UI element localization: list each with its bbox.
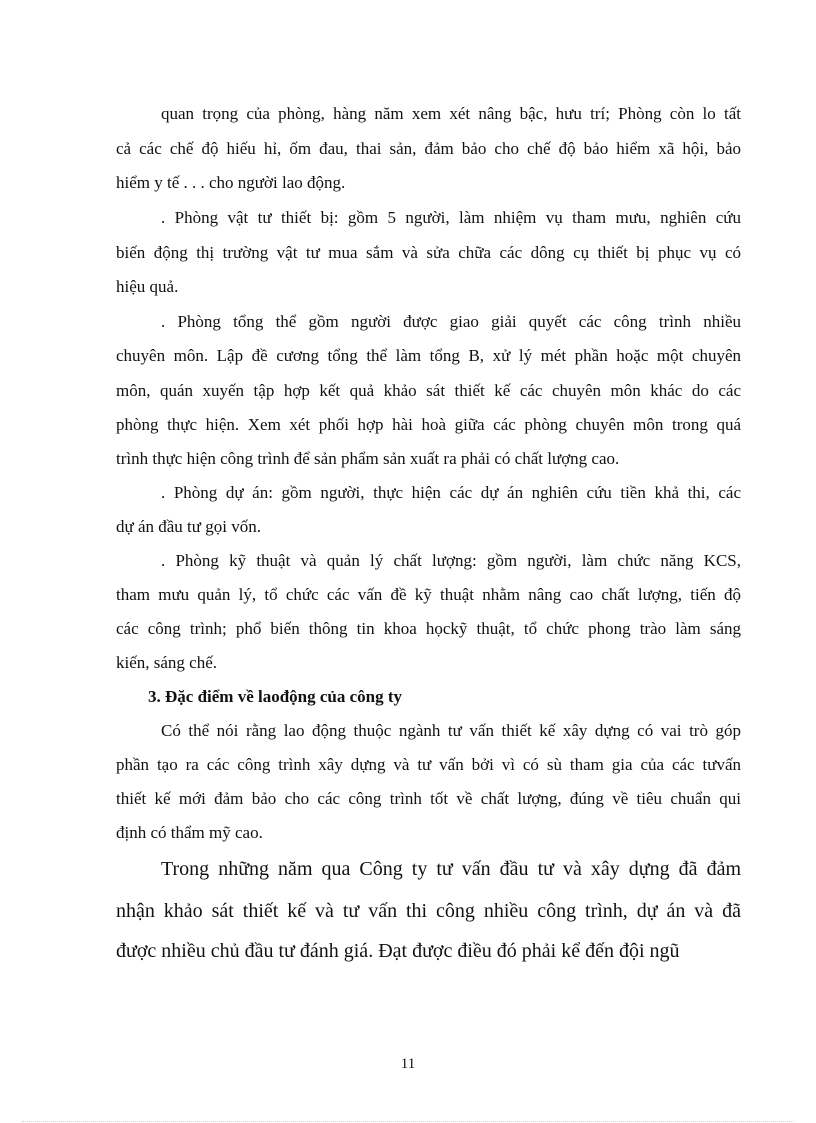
page-number: 11 — [400, 1056, 416, 1072]
text-line: dự án đầu tư gọi vốn. — [116, 517, 261, 536]
text-line: hiểm y tế . . . cho người lao động. — [116, 173, 346, 192]
text-line: . Phòng vật tư thiết bị: gồm 5 người, làm nhiệm vụ tham mưu, nghiên cứu — [161, 208, 741, 227]
text-line: môn, quán xuyến tập hợp kết quả khảo sát thiết kế các chuyên môn khác do các — [116, 381, 741, 400]
text-line: thiết kế mới đảm bảo cho các công trình tốt về chất lượng, đúng về tiêu chuẩn qui — [116, 789, 741, 808]
text-line: định có thẩm mỹ cao. — [116, 823, 263, 842]
text-line: nhận khảo sát thiết kế và tư vấn thi công nhiều công trình, dự án và đã — [116, 900, 741, 922]
text-line: chuyên môn. Lập đề cương tổng thể làm tổng B, xử lý mét phần hoặc một chuyên — [116, 346, 741, 365]
text-line: kiến, sáng chế. — [116, 653, 218, 672]
text-line: trình thực hiện công trình để sản phẩm sản xuất ra phải có chất lượng cao. — [116, 449, 620, 468]
section-heading: 3. Đặc điểm về laođộng của công ty — [148, 687, 403, 706]
text-line: Có thể nói rằng lao động thuộc ngành tư vấn thiết kế xây dựng có vai trò góp — [161, 721, 741, 740]
text-line: phần tạo ra các công trình xây dựng và tư vấn bởi vì có sù tham gia của các tưvấn — [116, 755, 741, 774]
text-line: các công trình; phổ biến thông tin khoa họckỹ thuật, tổ chức phong trào làm sáng — [116, 619, 741, 638]
text-line: quan trọng của phòng, hàng năm xem xét nâng bậc, hưu trí; Phòng còn lo tất — [161, 104, 741, 123]
text-line: phòng thực hiện. Xem xét phối hợp hài hoà giữa các phòng chuyên môn trong quá — [116, 415, 741, 434]
text-line: Trong những năm qua Công ty tư vấn đầu tư và xây dựng đã đảm — [161, 858, 741, 880]
text-line: được nhiều chủ đầu tư đánh giá. Đạt được điều đó phải kể đến đội ngũ — [116, 940, 680, 962]
text-line: . Phòng kỹ thuật và quản lý chất lượng: gồm người, làm chức năng KCS, — [161, 551, 741, 570]
page-bottom-divider — [22, 1121, 794, 1122]
text-line: hiệu quả. — [116, 277, 179, 296]
text-line: biến động thị trường vật tư mua sắm và sửa chữa các dông cụ thiết bị phục vụ có — [116, 243, 741, 262]
text-line: . Phòng dự án: gồm người, thực hiện các dự án nghiên cứu tiền khả thi, các — [161, 483, 741, 502]
text-line: tham mưu quản lý, tổ chức các vấn đề kỹ thuật nhằm nâng cao chất lượng, tiến độ — [116, 585, 741, 604]
text-line: . Phòng tổng thể gồm người được giao giải quyết các công trình nhiều — [161, 312, 741, 331]
text-line: cả các chế độ hiếu hỉ, ốm đau, thai sản, đảm bảo cho chế độ bảo hiểm xã hội, bảo — [116, 139, 741, 158]
